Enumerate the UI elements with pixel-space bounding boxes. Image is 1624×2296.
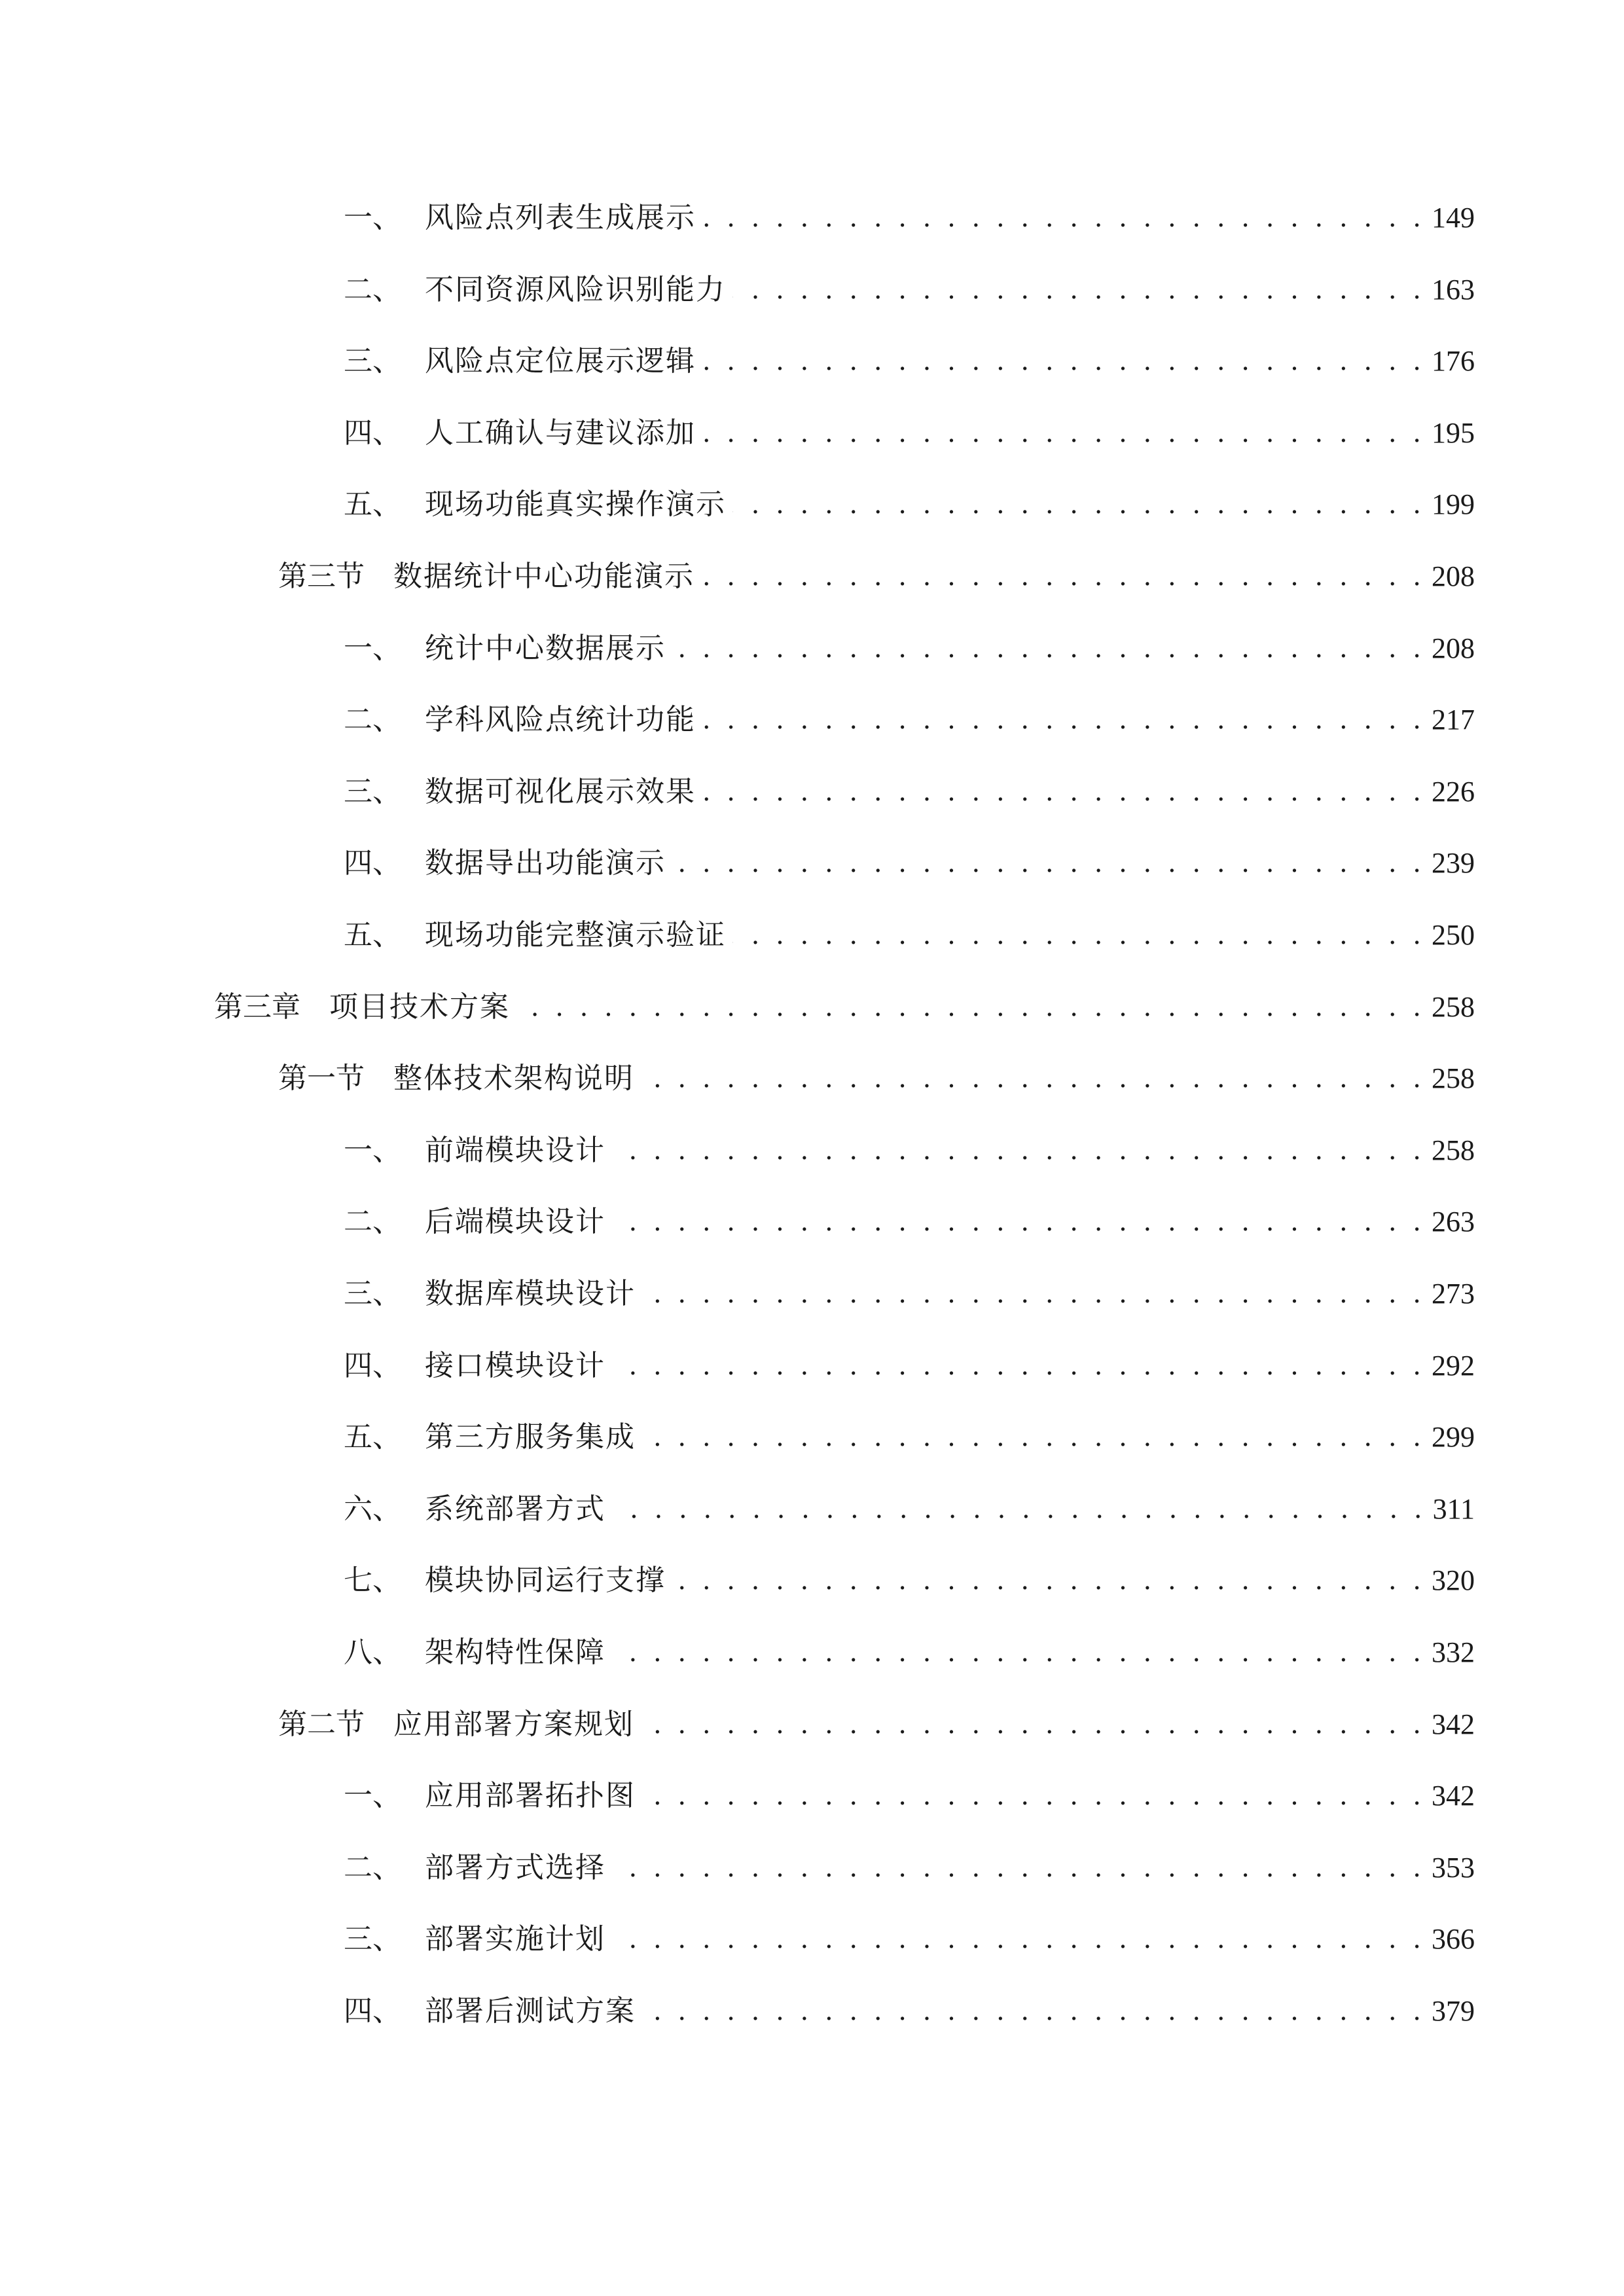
toc-entry[interactable]: [344, 267, 1475, 313]
toc-entry-title: 前端模块设计: [425, 1134, 605, 1167]
toc-entry-title: 学科风险点统计功能: [425, 703, 696, 736]
toc-entry-page-number: 163: [1432, 274, 1475, 306]
toc-entry[interactable]: [278, 1056, 1475, 1102]
toc-entry-number: 第一节: [278, 1062, 365, 1095]
dot-leader: [702, 338, 1425, 384]
toc-entry-number: 八、: [344, 1636, 401, 1669]
toc-entry-title: 部署方式选择: [425, 1851, 605, 1884]
dot-leader: [732, 912, 1425, 958]
toc-entry-title: 部署实施计划: [425, 1922, 605, 1956]
toc-entry-number: 第三节: [278, 560, 365, 593]
toc-entry[interactable]: [344, 1988, 1475, 2034]
toc-entry-title: 人工确认与建议添加: [425, 416, 696, 450]
toc-entry-number: 六、: [344, 1492, 401, 1526]
toc-entry[interactable]: [344, 1486, 1475, 1532]
toc-entry[interactable]: [278, 1702, 1475, 1748]
toc-entry-title: 风险点列表生成展示: [425, 201, 696, 234]
toc-entry-title: 模块协同运行支撑: [425, 1564, 666, 1597]
dot-leader: [612, 1128, 1425, 1174]
toc-entry-title: 现场功能真实操作演示: [425, 488, 726, 521]
toc-entry-number: 二、: [344, 703, 401, 736]
toc-entry-page-number: 250: [1432, 919, 1475, 951]
dot-leader: [641, 1056, 1425, 1102]
dot-leader: [642, 1414, 1425, 1460]
toc-entry-page-number: 195: [1432, 417, 1475, 449]
toc-entry-title: 系统部署方式: [425, 1492, 605, 1526]
toc-entry-title: 不同资源风险识别能力: [425, 273, 726, 306]
toc-entry[interactable]: [344, 1773, 1475, 1819]
toc-entry-page-number: 332: [1432, 1636, 1475, 1668]
toc-entry-number: 二、: [344, 273, 401, 306]
toc-entry-page-number: 208: [1432, 632, 1475, 664]
toc-entry[interactable]: [344, 1630, 1475, 1676]
toc-entry-title: 架构特性保障: [425, 1636, 605, 1669]
dot-leader: [702, 410, 1425, 456]
toc-entry-number: 四、: [344, 846, 401, 880]
toc-entry[interactable]: [344, 1343, 1475, 1389]
toc-entry-page-number: 320: [1432, 1564, 1475, 1596]
toc-entry-title: 现场功能完整演示验证: [425, 918, 726, 952]
dot-leader: [702, 195, 1425, 241]
toc-entry-title: 接口模块设计: [425, 1349, 605, 1382]
dot-leader: [642, 1773, 1425, 1819]
toc-entry-page-number: 299: [1432, 1421, 1475, 1453]
toc-entry[interactable]: [344, 1845, 1475, 1891]
dot-leader: [612, 1916, 1425, 1962]
toc-entry-title: 第三方服务集成: [425, 1420, 636, 1454]
toc-entry-title: 数据可视化展示效果: [425, 775, 696, 808]
toc-entry-number: 三、: [344, 344, 401, 378]
toc-entry-number: 四、: [344, 1994, 401, 2028]
toc-entry-page-number: 258: [1432, 991, 1475, 1023]
toc-entry-number: 五、: [344, 918, 401, 952]
dot-leader: [732, 267, 1425, 313]
toc-entry-number: 三、: [344, 1277, 401, 1310]
toc-entry[interactable]: [344, 1271, 1475, 1317]
toc-entry[interactable]: [344, 769, 1475, 815]
dot-leader: [612, 1486, 1426, 1532]
toc-entry-title: 应用部署方案规划: [393, 1708, 634, 1741]
toc-entry-title: 应用部署拓扑图: [425, 1779, 636, 1812]
toc-entry-page-number: 273: [1432, 1278, 1475, 1310]
toc-entry-page-number: 176: [1432, 345, 1475, 377]
toc-entry-title: 后端模块设计: [425, 1205, 605, 1238]
dot-leader: [612, 1630, 1425, 1676]
toc-entry-number: 一、: [344, 1134, 401, 1167]
toc-entry[interactable]: [214, 984, 1475, 1030]
dot-leader: [702, 697, 1425, 743]
toc-entry-page-number: 226: [1432, 776, 1475, 808]
dot-leader: [516, 984, 1425, 1030]
toc-entry-page-number: 239: [1432, 847, 1475, 879]
toc-entry-number: 第三章: [214, 990, 300, 1024]
toc-entry-number: 三、: [344, 1922, 401, 1956]
toc-entry[interactable]: [278, 554, 1475, 600]
toc-entry-page-number: 353: [1432, 1852, 1475, 1884]
toc-entry[interactable]: [344, 840, 1475, 886]
dot-leader: [612, 1199, 1425, 1245]
toc-entry-page-number: 366: [1432, 1923, 1475, 1955]
toc-entry-title: 数据导出功能演示: [425, 846, 666, 880]
toc-entry-title: 数据库模块设计: [425, 1277, 636, 1310]
dot-leader: [701, 554, 1425, 600]
toc-entry[interactable]: [344, 1414, 1475, 1460]
toc-entry-number: 五、: [344, 488, 401, 521]
toc-entry-title: 项目技术方案: [329, 990, 510, 1024]
dot-leader: [702, 769, 1425, 815]
toc-entry-page-number: 199: [1432, 488, 1475, 520]
toc-entry[interactable]: [344, 697, 1475, 743]
dot-leader: [672, 840, 1425, 886]
toc-entry-page-number: 149: [1432, 202, 1475, 234]
toc-entry-page-number: 263: [1432, 1206, 1475, 1238]
toc-entry[interactable]: [344, 1558, 1475, 1604]
toc-entry[interactable]: [344, 195, 1475, 241]
toc-entry-number: 四、: [344, 1349, 401, 1382]
toc-entry-title: 统计中心数据展示: [425, 632, 666, 665]
toc-entry-page-number: 379: [1432, 1995, 1475, 2027]
toc-entry-title: 部署后测试方案: [425, 1994, 636, 2028]
toc-entry-number: 二、: [344, 1851, 401, 1884]
toc-entry-page-number: 311: [1432, 1493, 1475, 1525]
toc-entry-page-number: 342: [1432, 1708, 1475, 1740]
toc-entry[interactable]: [344, 482, 1475, 528]
toc-entry-page-number: 217: [1432, 704, 1475, 736]
toc-entry-page-number: 292: [1432, 1350, 1475, 1382]
toc-entry[interactable]: [344, 1916, 1475, 1962]
toc-entry-number: 四、: [344, 416, 401, 450]
toc-entry[interactable]: [344, 410, 1475, 456]
toc-entry-page-number: 258: [1432, 1062, 1475, 1094]
dot-leader: [732, 482, 1425, 528]
dot-leader: [612, 1845, 1425, 1891]
toc-entry[interactable]: [344, 1199, 1475, 1245]
toc-entry-title: 数据统计中心功能演示: [393, 560, 695, 593]
toc-entry-title: 风险点定位展示逻辑: [425, 344, 696, 378]
toc-entry-title: 整体技术架构说明: [393, 1062, 634, 1095]
toc-entry[interactable]: [344, 912, 1475, 958]
toc-entry[interactable]: [344, 338, 1475, 384]
dot-leader: [612, 1343, 1425, 1389]
dot-leader: [642, 1988, 1425, 2034]
dot-leader: [672, 1558, 1425, 1604]
toc-entry-page-number: 208: [1432, 560, 1475, 592]
toc-entry-page-number: 258: [1432, 1134, 1475, 1166]
dot-leader: [672, 626, 1425, 672]
toc-entry-page-number: 342: [1432, 1780, 1475, 1812]
dot-leader: [641, 1702, 1425, 1748]
toc-entry-number: 第二节: [278, 1708, 365, 1741]
toc-entry-number: 五、: [344, 1420, 401, 1454]
toc-entry[interactable]: [344, 626, 1475, 672]
toc-entry[interactable]: [344, 1128, 1475, 1174]
toc-entry-number: 二、: [344, 1205, 401, 1238]
toc-entry-number: 一、: [344, 632, 401, 665]
toc-entry-number: 一、: [344, 201, 401, 234]
toc-entry-number: 七、: [344, 1564, 401, 1597]
toc-entry-number: 一、: [344, 1779, 401, 1812]
dot-leader: [642, 1271, 1425, 1317]
toc-entry-number: 三、: [344, 775, 401, 808]
